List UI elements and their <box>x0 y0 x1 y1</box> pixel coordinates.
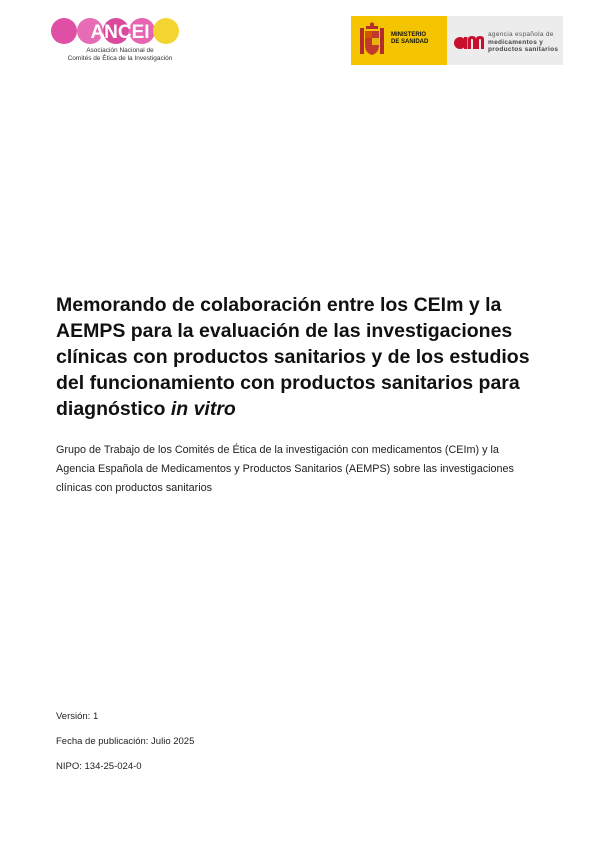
aemps-line1: agencia española de <box>488 31 554 38</box>
ancei-logo <box>50 16 190 64</box>
document-subtitle: Grupo de Trabajo de los Comités de Ética de la investigación con medicamentos (CEIm) y la Agencia Española de Medicamentos y Productos Sanitarios (AEMPS) sobre las investigaciones clínicas con productos sanitarios <box>56 444 514 494</box>
version-label: Versión: 1 <box>56 711 99 722</box>
document-title-italic: in vitro <box>170 398 236 420</box>
nipo-label: NIPO: 134-25-024-0 <box>56 761 142 772</box>
aemps-line3: productos sanitarios <box>488 46 559 53</box>
aemps-mark-icon <box>453 29 487 53</box>
government-logos <box>351 16 563 66</box>
document-title <box>56 292 556 422</box>
coat-of-arms-icon <box>357 22 387 60</box>
aemps-line2: medicamentos y <box>488 38 544 46</box>
document-title-main: Memorando de colaboración entre los CEIm y la AEMPS para la evaluación de las investigaciones clínicas con productos sanitarios y de los estudios del funcionamiento con productos sanitarios para diagnóstico <box>56 294 530 420</box>
ancei-logo-line2: Comités de Ética de la Investigación <box>67 54 173 62</box>
ancei-wordmark-icon <box>50 16 190 46</box>
ministerio-line2: DE SANIDAD <box>391 39 429 45</box>
ministerio-sanidad-logo <box>351 16 447 65</box>
ministerio-line1: MINISTERIO <box>391 32 427 38</box>
svg-text:ANCEI: ANCEI <box>90 22 150 43</box>
aemps-logo <box>447 16 563 65</box>
publication-date-label: Fecha de publicación: Julio 2025 <box>56 736 195 747</box>
ancei-logo-line1: Asociación Nacional de <box>86 47 154 54</box>
